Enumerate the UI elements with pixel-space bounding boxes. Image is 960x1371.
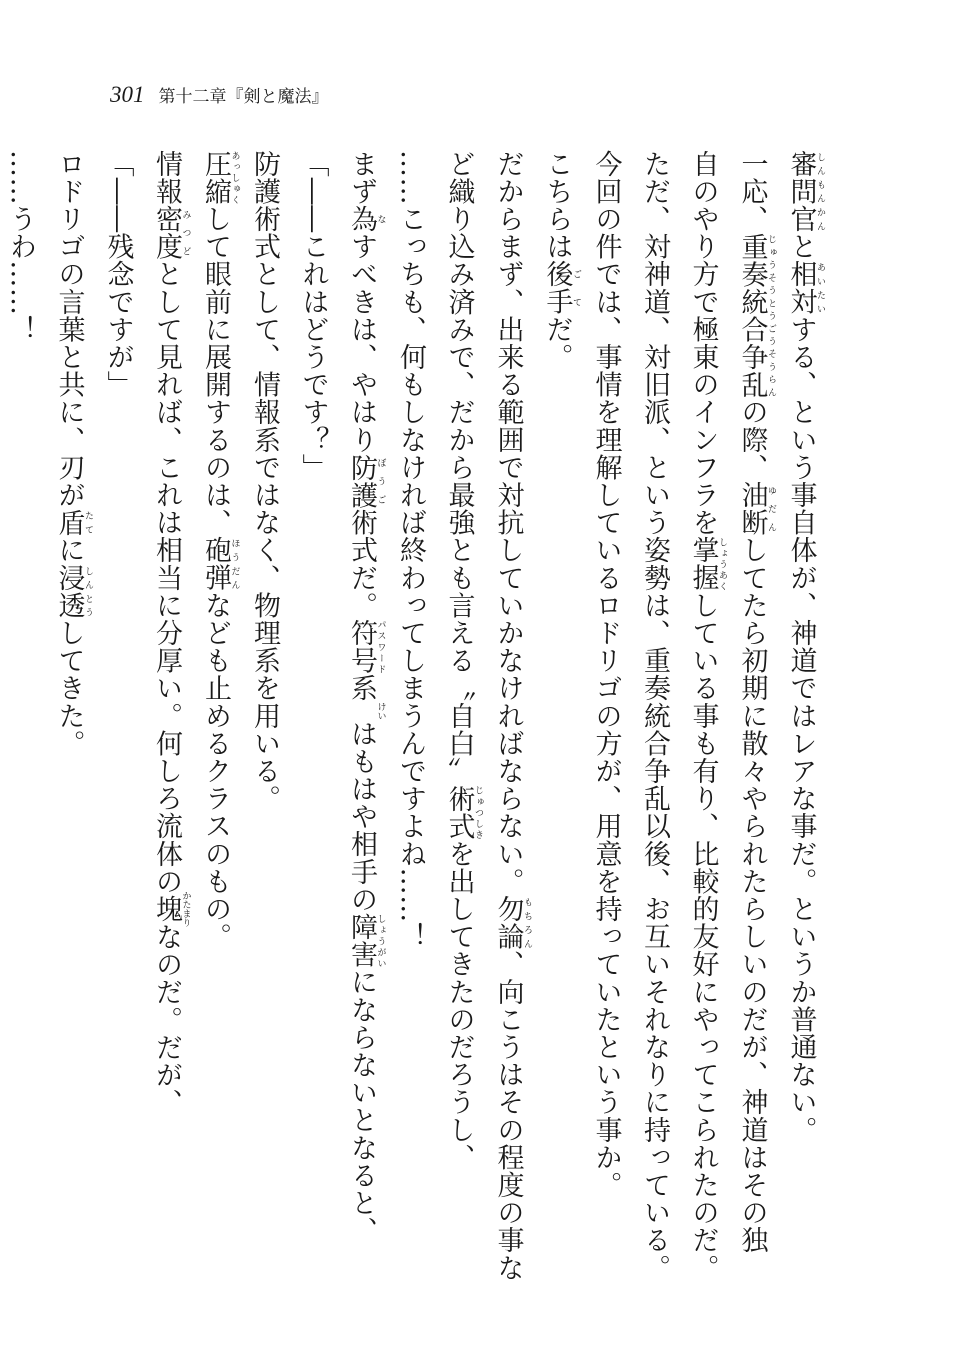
text-run: にならないとなると、 xyxy=(346,968,377,1245)
ruby-word xyxy=(687,536,727,592)
text-run: 一応、 xyxy=(736,150,768,233)
text-run: はもはや相手の xyxy=(346,720,377,914)
text-run: ただ、対神道、対旧派、という姿勢は、重奏統合争乱以後、お互いそれなりに持っている。 xyxy=(639,150,670,1282)
ruby-base: 障害 xyxy=(346,913,377,969)
ruby-word xyxy=(151,205,191,261)
text-run: 、向こうはその程度の事な xyxy=(492,950,524,1282)
text-run: 情報 xyxy=(151,150,182,206)
text-line xyxy=(93,150,142,1290)
ruby-base: 砲弾 xyxy=(200,536,231,592)
ruby-base: 浸透 xyxy=(53,564,85,620)
ruby-word xyxy=(785,260,825,316)
ruby-reading: じゅうそうとうごうそうらん xyxy=(766,232,776,399)
text-line xyxy=(44,150,93,1290)
text-line xyxy=(288,150,337,1290)
ruby-word xyxy=(346,453,386,509)
text-line xyxy=(434,150,483,1290)
ruby-word xyxy=(346,913,386,969)
ruby-word xyxy=(346,702,386,721)
text-line xyxy=(240,150,289,1290)
ruby-word xyxy=(736,481,776,537)
text-run: 今回の件では、事情を理解しているロドリゴの方が、用意を持っていたという事か。 xyxy=(590,150,622,1199)
ruby-reading: あいたい xyxy=(815,260,825,316)
ruby-reading: しんもんかん xyxy=(815,150,825,233)
text-line xyxy=(630,150,679,1290)
text-run: と xyxy=(785,232,817,261)
text-line xyxy=(483,150,532,1290)
text-line xyxy=(0,150,44,1290)
text-line xyxy=(532,150,581,1290)
ruby-base: 審問官 xyxy=(785,150,817,233)
ruby-base: 為 xyxy=(346,205,377,233)
ruby-word xyxy=(53,564,93,620)
ruby-base: 符号 xyxy=(346,619,377,675)
ruby-reading: たて xyxy=(83,508,93,537)
text-run: してたら初期に散々やられたらしいのだが、神道はその独 xyxy=(736,536,768,1255)
ruby-reading: みつど xyxy=(180,205,191,261)
ruby-word xyxy=(151,891,191,928)
ruby-word xyxy=(200,536,240,592)
text-run: こちらは xyxy=(541,150,573,261)
text-line xyxy=(581,150,630,1290)
text-line xyxy=(191,150,240,1290)
ruby-reading: じゅつしき xyxy=(473,784,483,841)
chapter-title: 第十二章『剣と魔法』 xyxy=(158,87,329,107)
text-line xyxy=(337,150,386,1290)
ruby-reading: かたまり xyxy=(180,891,191,928)
text-line xyxy=(142,150,191,1290)
ruby-base: 圧縮 xyxy=(200,150,231,206)
ruby-word xyxy=(443,784,483,841)
text-run: ……うわ……！ xyxy=(5,150,36,344)
text-line xyxy=(386,150,435,1290)
ruby-base: 塊 xyxy=(151,891,182,928)
ruby-base: 油断 xyxy=(736,481,768,537)
ruby-word xyxy=(785,150,825,233)
text-run: だ。 xyxy=(541,315,573,371)
text-run: 系 xyxy=(346,674,377,703)
text-run: なども止めるクラスのもの。 xyxy=(200,591,231,951)
text-run: ロドリゴの言葉と共に、刃が xyxy=(53,150,85,509)
ruby-base: 後手 xyxy=(541,260,573,316)
text-run: ど織り込み済みで、だから最強とも言える〝自白〟 xyxy=(443,150,475,785)
text-run: する、という事自体が、神道ではレアな事だ。というか普通ない。 xyxy=(785,315,817,1144)
ruby-reading: しんとう xyxy=(83,564,93,620)
body-text xyxy=(5,150,825,1290)
ruby-base: 密度 xyxy=(151,205,182,261)
text-line xyxy=(678,150,727,1290)
text-run: として見れば、これは相当に分厚い。何しろ流体の xyxy=(151,260,182,896)
page-number: 301 xyxy=(110,82,145,107)
ruby-reading: な xyxy=(375,205,386,233)
ruby-word xyxy=(346,619,386,675)
text-run: の際、 xyxy=(736,398,768,482)
ruby-reading: ほうだん xyxy=(229,536,240,592)
ruby-word xyxy=(346,205,386,233)
text-run: に xyxy=(53,536,85,565)
text-run: だからまず、出来る範囲で対抗していかなければならない。 xyxy=(492,150,524,896)
ruby-reading: しょうあく xyxy=(717,536,727,592)
ruby-base: 防護 xyxy=(346,453,377,509)
text-run: ……こっちも、何もしなければ終わってしまうんですよね……！ xyxy=(395,150,426,951)
ruby-base: 相対 xyxy=(785,260,817,316)
text-line xyxy=(727,150,776,1290)
ruby-reading: しょうがい xyxy=(375,913,386,969)
ruby-word xyxy=(492,895,532,951)
ruby-base: 勿論 xyxy=(492,895,524,951)
ruby-word xyxy=(200,150,240,206)
text-run: 「――これはどうです？」 xyxy=(297,150,329,482)
text-run: して眼前に展開するのは、 xyxy=(200,205,231,537)
text-run: してきた。 xyxy=(53,619,85,758)
ruby-base: 術式 xyxy=(443,784,475,841)
text-run: すべきは、やはり xyxy=(346,232,377,454)
ruby-reading: あっしゅく xyxy=(229,150,240,206)
text-run: なのだ。だが、 xyxy=(151,923,182,1117)
text-run: まず xyxy=(346,150,377,206)
ruby-reading: ぼうご xyxy=(375,453,386,509)
ruby-reading: ゆだん xyxy=(766,481,776,537)
ruby-reading: もちろん xyxy=(522,895,532,951)
text-run: を出してきたのだろうし、 xyxy=(443,840,475,1172)
ruby-base: 掌握 xyxy=(687,536,719,592)
text-run: 術式だ。 xyxy=(346,508,377,620)
ruby-word xyxy=(541,260,581,316)
ruby-reading: けい xyxy=(375,702,386,721)
ruby-base: 盾 xyxy=(53,508,85,537)
page-header xyxy=(110,82,329,112)
ruby-reading: ごて xyxy=(571,260,581,316)
text-run: している事も有り、比較的友好にやってこられたのだ。 xyxy=(687,591,719,1282)
ruby-reading: パスワード xyxy=(375,619,386,675)
text-run: 防護術式として、情報系ではなく、物理系を用いる。 xyxy=(249,150,280,813)
text-run: 「――残念ですが」 xyxy=(102,150,134,399)
ruby-word xyxy=(53,508,93,537)
ruby-word xyxy=(736,232,776,399)
ruby-base: 重奏統合争乱 xyxy=(736,232,768,399)
text-run: 自のやり方で極東のインフラを xyxy=(687,150,719,537)
text-line xyxy=(776,150,825,1290)
